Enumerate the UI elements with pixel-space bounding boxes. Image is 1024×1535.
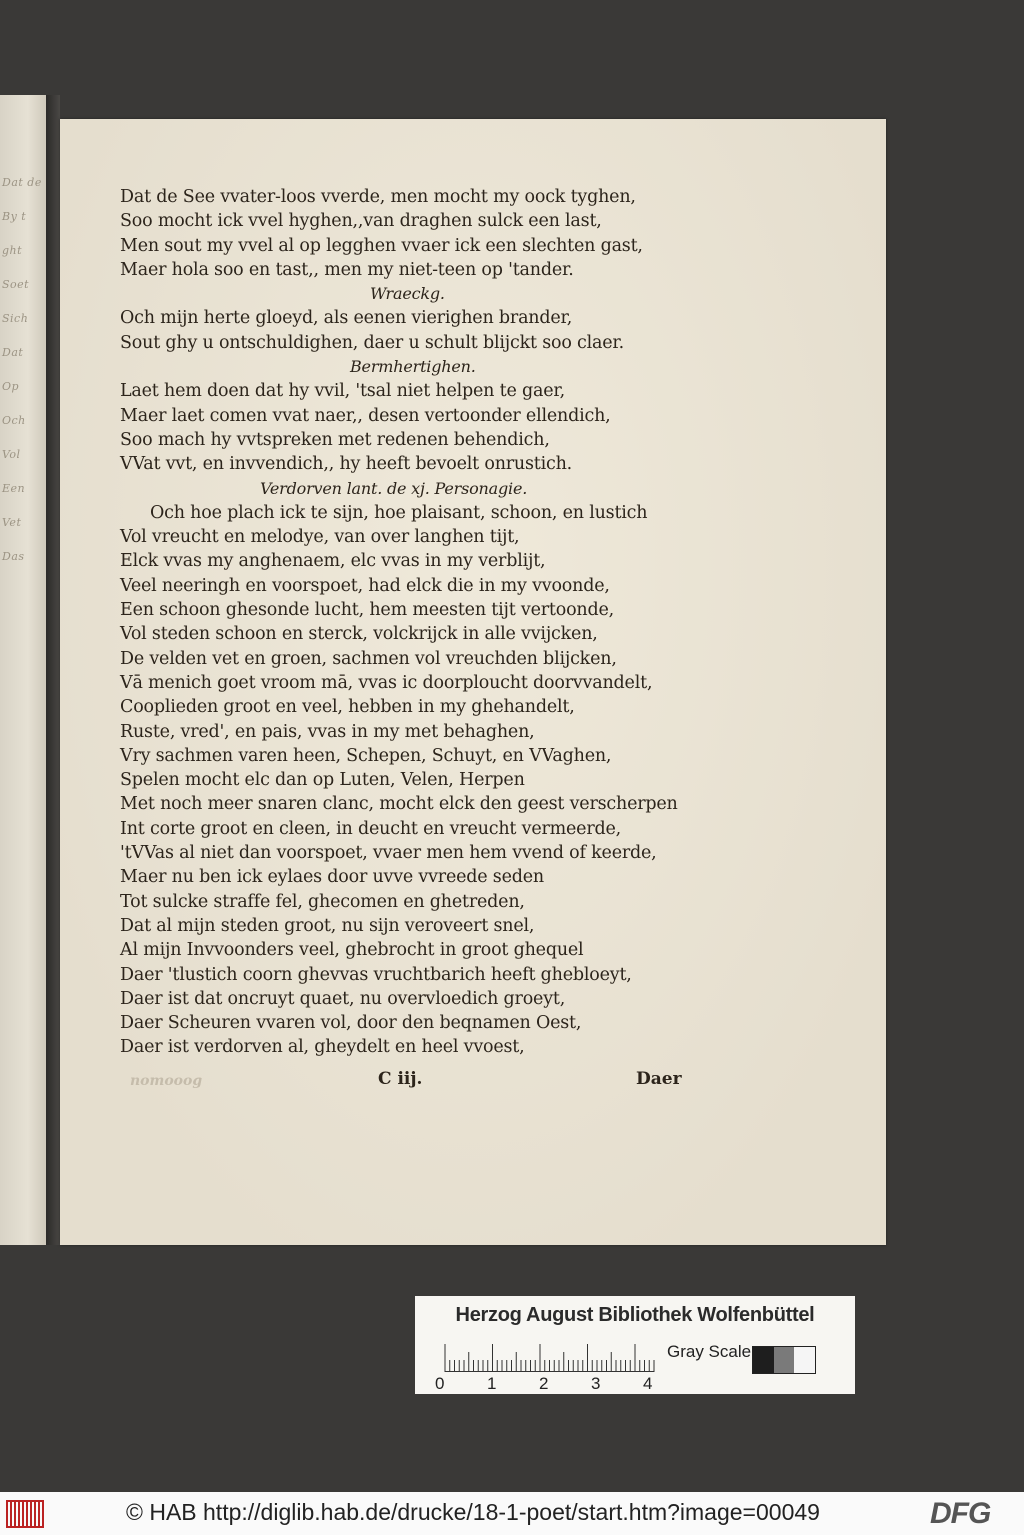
verse-line: Tot sulcke straffe fel, ghecomen en ghetreden, (120, 891, 525, 912)
verse-line: Al mijn Invvoonders veel, ghebrocht in groot ghequel (120, 940, 584, 961)
verse-line: Vry sachmen varen heen, Schepen, Schuyt, en VVaghen, (120, 745, 612, 766)
copyright-link[interactable]: © HAB http://diglib.hab.de/drucke/18-1-poet/start.htm?image=00049 (126, 1499, 820, 1525)
verse-line: Men sout my vvel al op legghen vvaer ick een slechten gast, (120, 235, 643, 256)
verse-line: Maer laet comen vvat naer,, desen vertoonder ellendich, (120, 405, 611, 426)
verse-line: Int corte groot en cleen, in deucht en vreucht vermeerde, (120, 818, 622, 839)
verse-line: Maer hola soo en tast,, men my niet-teen op 'tander. (120, 259, 574, 280)
verse-line: Daer ist dat oncruyt quaet, nu overvloedich groeyt, (120, 988, 566, 1009)
verse-line: Dat al mijn steden groot, nu sijn veroveert snel, (120, 915, 535, 936)
show-through-text: Vet (2, 516, 22, 529)
ruler-scale (441, 1342, 661, 1372)
ruler-number: 0 (435, 1374, 445, 1393)
verse-line: Laet hem doen dat hy vvil, 'tsal niet helpen te gaer, (120, 381, 565, 402)
previous-page-edge (0, 95, 46, 1245)
footer-bar (0, 1492, 1024, 1535)
speaker-heading: Wraeckg. (370, 284, 445, 304)
page-footer (60, 1069, 886, 1099)
color-reference-card (415, 1296, 855, 1394)
show-through-text: Een (2, 482, 26, 495)
verse-line: Spelen mocht elc dan op Luten, Velen, Herpen (120, 770, 525, 791)
verse-line: Vol vreucht en melodye, van over langhen tijt, (120, 527, 520, 548)
gray-patch (774, 1347, 795, 1373)
verse-line: Vol steden schoon en sterck, volckrijck in alle vvijcken, (120, 624, 598, 645)
verse-line: Maer nu ben ick eylaes door uvve vvreede seden (120, 867, 544, 888)
speaker-heading: Verdorven lant. de xj. Personagie. (260, 478, 528, 498)
verse-line: Dat de See vvater-loos vverde, men mocht my oock tyghen, (120, 187, 636, 207)
verse-line: Daer Scheuren vvaren vol, door den beqnamen Oest, (120, 1013, 582, 1034)
ruler-number: 3 (591, 1374, 601, 1393)
verse-line: Elck vvas my anghenaem, elc vvas in my verblijt, (120, 551, 546, 572)
catchword: Daer (636, 1069, 682, 1089)
show-through-text: Dat (2, 346, 24, 359)
verse-line: De velden vet en groen, sachmen vol vreuchden blijcken, (120, 648, 617, 669)
signature-mark: C iij. (378, 1069, 423, 1089)
verse-line: Ruste, vred', en pais, vvas in my met behaghen, (120, 721, 535, 742)
verse-line: Vā menich goet vroom mā, vvas ic doorploucht doorvvandelt, (120, 672, 653, 693)
ruler-number: 1 (487, 1374, 497, 1393)
verse-line: Met noch meer snaren clanc, mocht elck den geest verscherpen (120, 794, 678, 815)
verse-line: Cooplieden groot en veel, hebben in my ghehandelt, (120, 697, 575, 718)
show-through-text: Sich (2, 312, 29, 325)
show-through-text: Vol (2, 448, 21, 461)
show-through-text: Op (2, 380, 20, 393)
gray-scale-swatch (752, 1346, 816, 1374)
verse-line: Soo mach hy vvtspreken met redenen behendich, (120, 429, 550, 450)
dfg-logo: DFG (930, 1497, 991, 1530)
gray-patch (794, 1347, 815, 1373)
verse-line: Sout ghy u ontschuldighen, daer u schult blijckt soo claer. (120, 332, 625, 353)
barcode-icon (6, 1500, 44, 1528)
show-through-text: ght (2, 244, 23, 257)
verse-line: VVat vvt, en invvendich,, hy heeft bevoelt onrustich. (120, 454, 573, 475)
show-through-text: Och (2, 414, 26, 427)
show-through-text: By t (2, 210, 27, 223)
show-through-text: Dat de (2, 176, 42, 189)
verse-line: Och mijn herte gloeyd, als eenen vierighen brander, (120, 308, 573, 329)
library-name: Herzog August Bibliothek Wolfenbüttel (455, 1304, 815, 1326)
show-through-text: Das (2, 550, 25, 563)
page-text (120, 185, 780, 1060)
verse-line: 'tVVas al niet dan voorspoet, vvaer men hem vvend of keerde, (120, 843, 657, 864)
gray-patch (753, 1347, 774, 1373)
gray-scale-label: Gray Scale (667, 1342, 752, 1361)
verse-line: Soo mocht ick vvel hyghen,,van draghen sulck een last, (120, 211, 602, 232)
book-page (60, 119, 886, 1245)
show-through-text: nomooog (130, 1073, 203, 1089)
verse-line: Daer ist verdorven al, gheydelt en heel vvoest, (120, 1037, 525, 1058)
ruler-number: 4 (643, 1374, 653, 1393)
book-gutter (46, 95, 60, 1245)
verse-line: Daer 'tlustich coorn ghevvas vruchtbarich heeft ghebloeyt, (120, 964, 632, 985)
ruler-number: 2 (539, 1374, 549, 1393)
speaker-heading: Bermhertighen. (350, 357, 476, 377)
verse-line: Veel neeringh en voorspoet, had elck die in my vvoonde, (120, 575, 610, 596)
verse-line: Een schoon ghesonde lucht, hem meesten tijt vertoonde, (120, 600, 615, 621)
show-through-text: Soet (2, 278, 30, 291)
verse-line: Och hoe plach ick te sijn, hoe plaisant, schoon, en lustich (150, 502, 648, 523)
